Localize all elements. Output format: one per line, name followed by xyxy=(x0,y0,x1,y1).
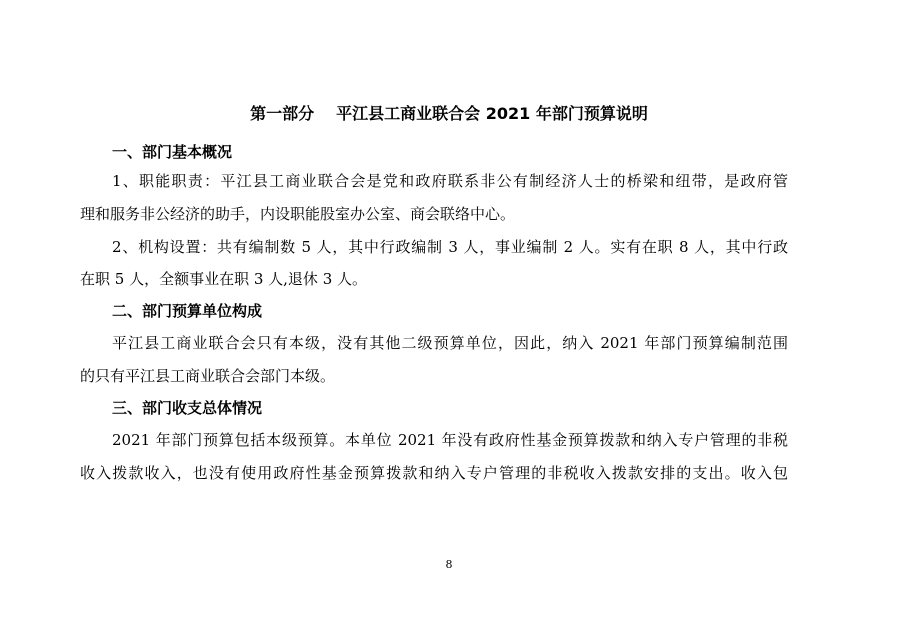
section-heading-budget-units: 二、部门预算单位构成 xyxy=(112,302,263,320)
section-heading-basic-overview: 一、部门基本概况 xyxy=(112,143,233,161)
paragraph-line: 1、职能职责：平江县工商业联合会是党和政府联系非公有制经济人士的桥梁和纽带，是政府管 xyxy=(112,172,788,190)
title-part-label: 第一部分 xyxy=(250,104,315,123)
page-title xyxy=(0,103,898,125)
paragraph-line: 平江县工商业联合会只有本级，没有其他二级预算单位，因此，纳入 2021 年部门预算编制范围 xyxy=(112,334,788,352)
paragraph-line: 收入拨款收入，也没有使用政府性基金预算拨款和纳入专户管理的非税收入拨款安排的支出。收入包 xyxy=(80,464,788,482)
paragraph-line: 的只有平江县工商业联合会部门本级。 xyxy=(80,367,336,385)
section-heading-income-expenditure: 三、部门收支总体情况 xyxy=(112,399,263,417)
paragraph-line: 2021 年部门预算包括本级预算。本单位 2021 年没有政府性基金预算拨款和纳入专户管理的非税 xyxy=(112,431,788,449)
paragraph-line: 理和服务非公经济的助手，内设职能股室办公室、商会联络中心。 xyxy=(80,205,516,223)
title-main-text: 平江县工商业联合会 2021 年部门预算说明 xyxy=(336,104,648,123)
page-number: 8 xyxy=(445,558,453,571)
paragraph-line: 2、机构设置：共有编制数 5 人，其中行政编制 3 人，事业编制 2 人。实有在职 8 人，其中行政 xyxy=(112,238,788,256)
paragraph-line: 在职 5 人，全额事业在职 3 人,退休 3 人。 xyxy=(80,270,368,288)
